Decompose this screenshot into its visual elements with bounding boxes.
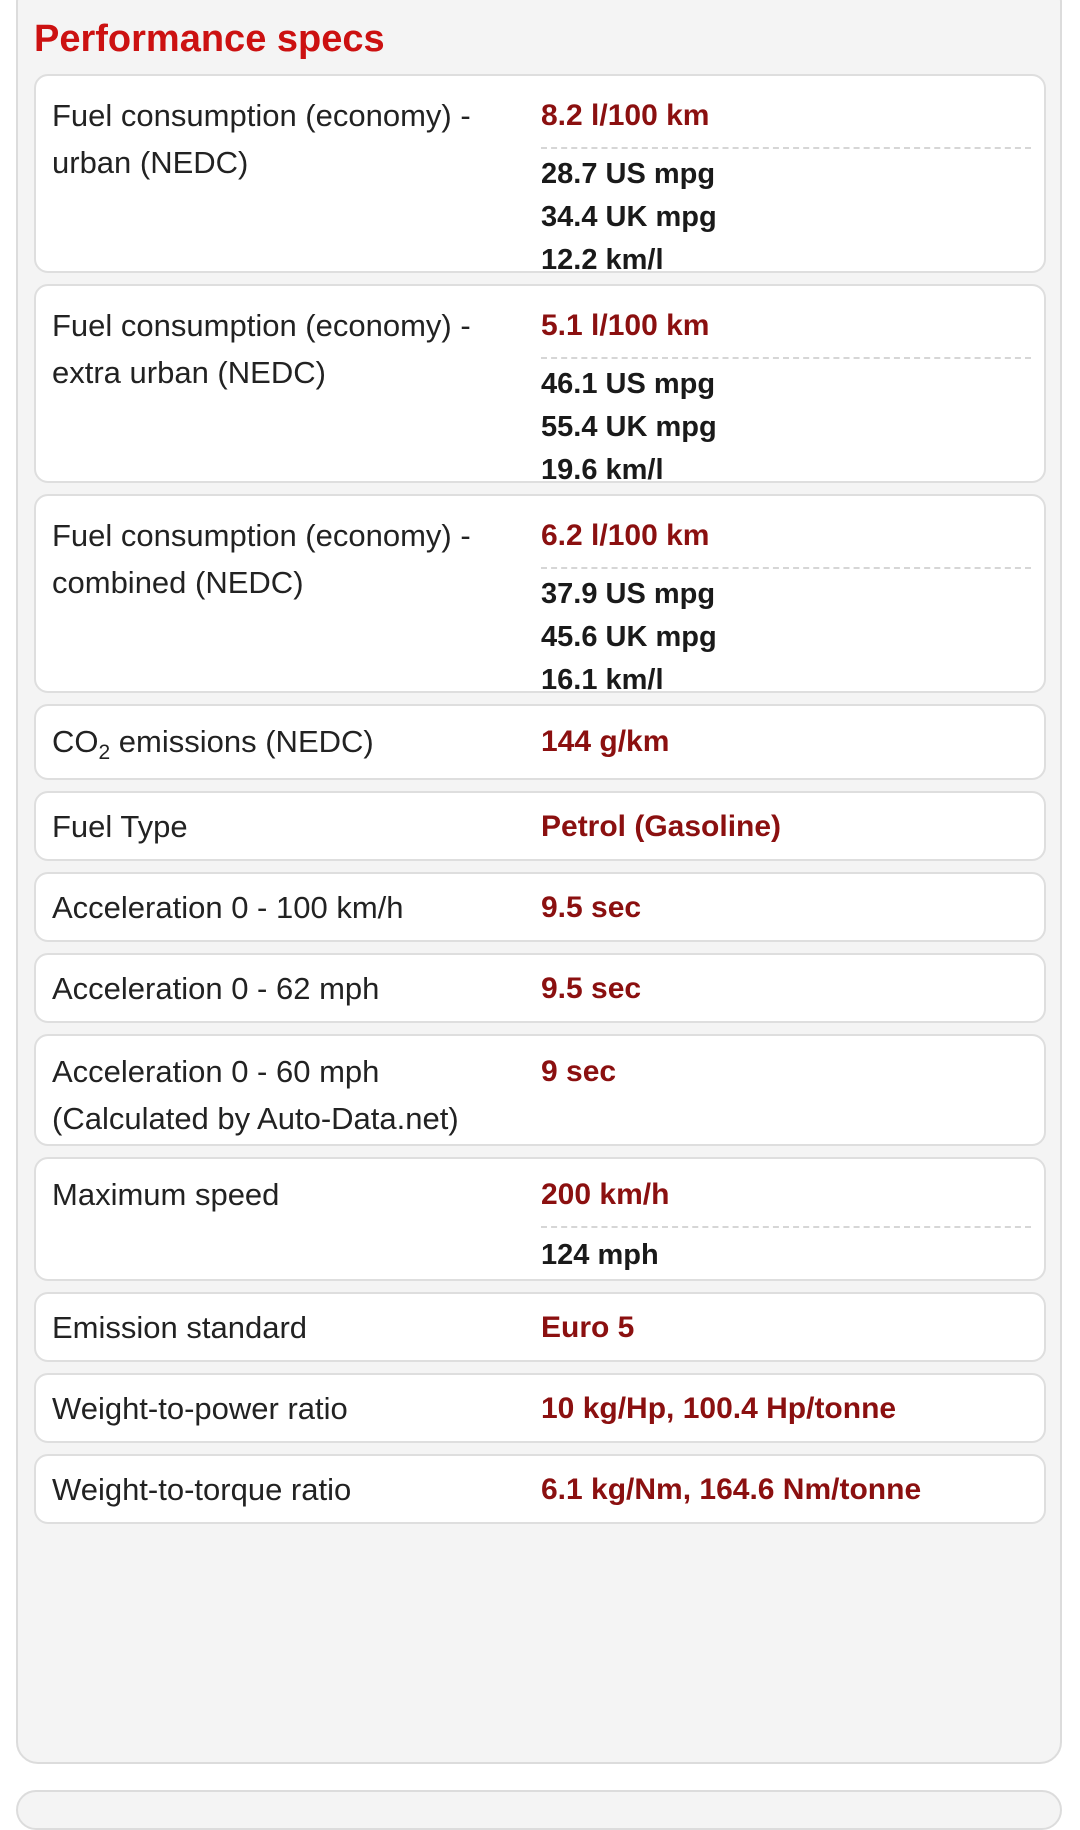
spec-row-acceleration-0-62 (34, 953, 1046, 1023)
spec-value (541, 1048, 1031, 1095)
spec-value (541, 884, 1031, 931)
co2-prefix: CO (52, 724, 99, 759)
spec-label: Fuel Type (52, 809, 188, 844)
spec-value-primary: 6.1 kg/Nm, 164.6 Nm/tonne (541, 1473, 922, 1506)
spec-row-acceleration-0-60 (34, 1034, 1046, 1146)
spec-value-alt: 34.4 UK mpg (541, 201, 717, 233)
spec-value-primary: Euro 5 (541, 1311, 635, 1344)
spec-value-alt: 55.4 UK mpg (541, 411, 717, 443)
spec-value (541, 803, 1031, 850)
spec-row-weight-to-power (34, 1373, 1046, 1443)
spec-value-alt: 28.7 US mpg (541, 158, 716, 190)
spec-row-maximum-speed (34, 1157, 1046, 1281)
spec-value (541, 512, 1031, 702)
spec-label: Fuel consumption (economy) - extra urban (NEDC) (52, 308, 471, 390)
spec-value (541, 1304, 1031, 1351)
spec-value (541, 1466, 1031, 1513)
section-title: Performance specs (34, 18, 385, 60)
spec-label: Acceleration 0 - 62 mph (52, 971, 380, 1006)
spec-value-primary: 9.5 sec (541, 891, 642, 924)
spec-value-alt: 16.1 km/l (541, 664, 664, 696)
spec-value (541, 302, 1031, 492)
spec-label (52, 718, 482, 765)
spec-value (541, 1171, 1031, 1277)
spec-value (541, 965, 1031, 1012)
spec-value (541, 92, 1031, 282)
spec-label: Fuel consumption (economy) - urban (NEDC) (52, 98, 471, 180)
spec-value-primary: Petrol (Gasoline) (541, 810, 782, 843)
spec-row-co2-emissions (34, 704, 1046, 780)
spec-row-weight-to-torque (34, 1454, 1046, 1524)
spec-value-alt: 19.6 km/l (541, 454, 664, 486)
spec-value (541, 1385, 1031, 1432)
next-section-card (16, 1790, 1062, 1830)
co2-suffix: emissions (NEDC) (110, 724, 374, 759)
spec-label: Weight-to-power ratio (52, 1391, 348, 1426)
spec-label: Acceleration 0 - 100 km/h (52, 890, 404, 925)
spec-value-primary: 144 g/km (541, 725, 670, 758)
spec-value-primary: 6.2 l/100 km (541, 512, 1031, 569)
spec-label (52, 1048, 552, 1142)
spec-label-note: (Calculated by Auto-Data.net) (52, 1101, 459, 1136)
spec-row-emission-standard (34, 1292, 1046, 1362)
spec-label-line: Acceleration 0 - 60 mph (52, 1054, 380, 1089)
spec-value-primary: 9.5 sec (541, 972, 642, 1005)
spec-value-primary: 8.2 l/100 km (541, 92, 1031, 149)
spec-value-alt: 124 mph (541, 1239, 659, 1271)
spec-row-acceleration-0-100 (34, 872, 1046, 942)
spec-row-fuel-urban (34, 74, 1046, 276)
spec-label: Emission standard (52, 1310, 308, 1345)
spec-label: Fuel consumption (economy) - combined (NEDC) (52, 518, 471, 600)
spec-value (541, 718, 1031, 765)
spec-value-alt: 37.9 US mpg (541, 578, 716, 610)
spec-label: Maximum speed (52, 1177, 280, 1212)
spec-row-fuel-combined (34, 494, 1046, 696)
co2-subscript: 2 (98, 741, 111, 764)
spec-value-primary: 5.1 l/100 km (541, 302, 1031, 359)
spec-row-fuel-type (34, 791, 1046, 861)
spec-value-alt: 45.6 UK mpg (541, 621, 717, 653)
spec-value-primary: 10 kg/Hp, 100.4 Hp/tonne (541, 1392, 897, 1425)
spec-value-alt: 12.2 km/l (541, 244, 664, 276)
spec-value-primary: 9 sec (541, 1055, 617, 1088)
spec-label: Weight-to-torque ratio (52, 1472, 352, 1507)
spec-row-fuel-extra-urban (34, 284, 1046, 486)
spec-value-primary: 200 km/h (541, 1171, 1031, 1228)
spec-value-alt: 46.1 US mpg (541, 368, 716, 400)
